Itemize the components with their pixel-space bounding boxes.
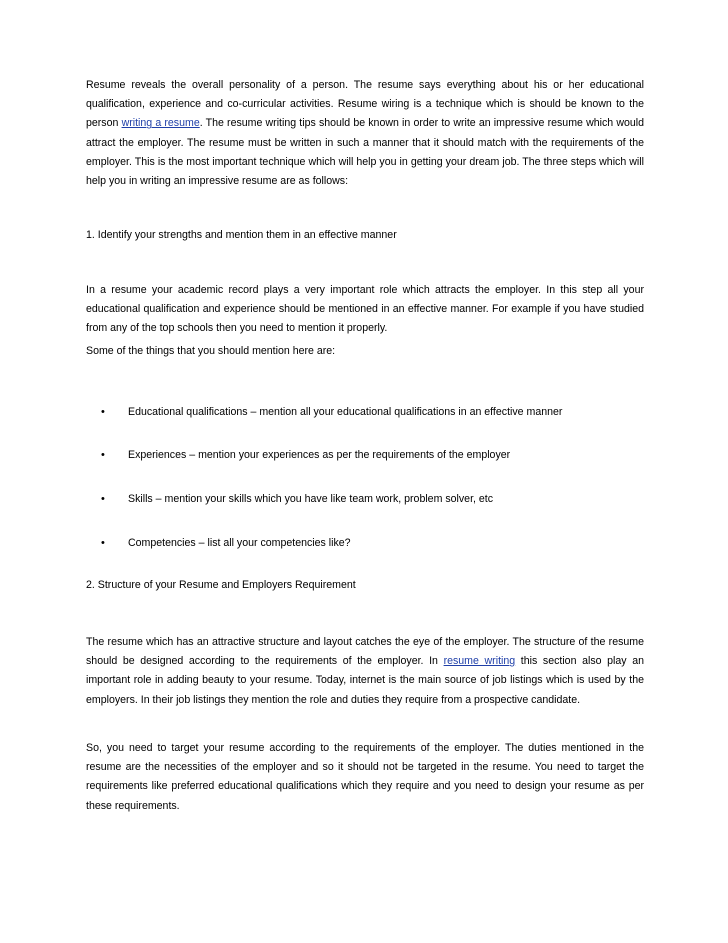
intro-text-part-2: . The resume writing tips should be known in order to write an impressive resume which would attract the employer. The resume must be written in such a manner that it should match with the requirements of the employer. This is the most important technique which will help you in getting your dream job. The three steps which will help you in writing an impressive resume are as follows:	[86, 117, 644, 188]
structure-paragraph	[86, 633, 644, 710]
list-item-text: Educational qualifications – mention all your educational qualifications in an effective manner	[128, 406, 563, 418]
structure-text-part-1: The resume which has an attractive structure and layout catches the eye of the employer. The structure of the resume should be designed according to the requirements of the employer. In	[86, 636, 644, 668]
target-resume-paragraph: So, you need to target your resume according to the requirements of the employer. The duties mentioned in the resume are the necessities of the employer and so it should not be targeted in the resume. You need to target the requirements like preferred educational qualifications which they require and you need to design your resume as per these requirements.	[86, 742, 644, 812]
list-item-text: Experiences – mention your experiences as per the requirements of the employer	[128, 449, 511, 461]
writing-a-resume-link[interactable]: writing a resume	[121, 117, 200, 130]
list-item-text: Competencies – list all your competencies like?	[128, 537, 351, 549]
things-to-mention-paragraph: Some of the things that you should mention here are:	[86, 345, 336, 357]
intro-text-part-1: Resume reveals the overall personality of a person. The resume says everything about his or her educational qualification, experience and co-curricular activities. Resume wiring is a technique which is should be known to the person	[86, 79, 644, 130]
bullet-icon: •	[101, 449, 105, 461]
section-heading-2: 2. Structure of your Resume and Employers Requirement	[86, 579, 356, 591]
bullet-icon: •	[101, 406, 105, 418]
bullet-icon: •	[101, 493, 105, 505]
resume-writing-link[interactable]: resume writing	[443, 655, 516, 668]
bullet-icon: •	[101, 537, 105, 549]
structure-text-part-2: this section also play an important role in adding beauty to your resume. Today, internet is the main source of job listings which is used by the employers. In their job listings they mention the role and duties they require from a prospective candidate.	[86, 655, 645, 706]
list-item-text: Skills – mention your skills which you have like team work, problem solver, etc	[128, 493, 494, 505]
academic-record-paragraph: In a resume your academic record plays a very important role which attracts the employer. In this step all your educational qualification and experience should be mentioned in an effective manner. For example if you have studied from any of the top schools then you need to mention it properly.	[86, 284, 644, 335]
section-heading-1: 1. Identify your strengths and mention them in an effective manner	[86, 229, 397, 241]
intro-paragraph	[86, 76, 644, 191]
